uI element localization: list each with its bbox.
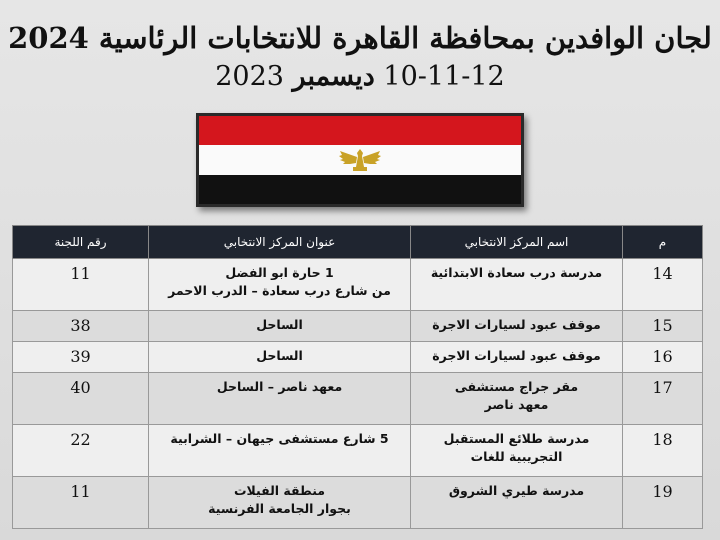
cell-center-address	[149, 311, 411, 342]
dates-month: ديسمبر	[292, 61, 375, 92]
address-line: منطقة الفيلات	[233, 483, 326, 498]
cell-committee-number: 39	[13, 342, 149, 373]
center-name-line: مقر جراج مستشفى	[454, 379, 579, 394]
egypt-flag	[196, 113, 524, 207]
center-name-line: موقف عبود لسيارات الاجرة	[432, 317, 601, 332]
cell-center-address	[149, 477, 411, 529]
flag-black-band	[199, 175, 521, 204]
column-header-center-address: عنوان المركز الانتخابي	[149, 226, 411, 259]
cell-committee-number: 40	[13, 373, 149, 425]
cell-number: 18	[623, 425, 703, 477]
column-header-center-name: اسم المركز الانتخابي	[411, 226, 623, 259]
cell-center-name	[411, 311, 623, 342]
column-header-number: م	[623, 226, 703, 259]
address-line: 5 شارع مستشفى جيهان – الشرابية	[170, 431, 389, 446]
table-row	[13, 477, 703, 529]
table-row	[13, 342, 703, 373]
cell-committee-number: 38	[13, 311, 149, 342]
dates-days: 10-11-12	[383, 61, 505, 92]
cell-number: 19	[623, 477, 703, 529]
center-name-line: مدرسة طلائع المستقبل	[443, 431, 590, 446]
table-row	[13, 311, 703, 342]
center-name-line: مدرسة درب سعادة الابتدائية	[430, 265, 603, 280]
cell-committee-number: 22	[13, 425, 149, 477]
center-name-line: معهد ناصر	[484, 397, 549, 412]
cell-center-address	[149, 259, 411, 311]
address-line: الساحل	[256, 317, 303, 332]
flag-red-band	[199, 116, 521, 145]
cell-committee-number: 11	[13, 259, 149, 311]
election-dates	[0, 60, 720, 94]
flag-white-band	[199, 145, 521, 174]
address-line: الساحل	[256, 348, 303, 363]
center-name-line: مدرسة طيري الشروق	[448, 483, 585, 498]
cell-number: 14	[623, 259, 703, 311]
cell-center-address	[149, 342, 411, 373]
cell-center-name	[411, 259, 623, 311]
address-line: بجوار الجامعة الفرنسية	[208, 501, 351, 516]
cell-center-name	[411, 342, 623, 373]
cell-number: 17	[623, 373, 703, 425]
cell-committee-number: 11	[13, 477, 149, 529]
column-header-committee-number: رقم اللجنة	[13, 226, 149, 259]
committees-table	[12, 225, 703, 529]
dates-year: 2023	[215, 61, 284, 92]
cell-center-name	[411, 477, 623, 529]
cell-number: 16	[623, 342, 703, 373]
table-row	[13, 259, 703, 311]
cell-center-address	[149, 373, 411, 425]
table-row	[13, 373, 703, 425]
cell-center-name	[411, 373, 623, 425]
table-header-row	[13, 226, 703, 259]
cell-center-address	[149, 425, 411, 477]
cell-center-name	[411, 425, 623, 477]
eagle-of-saladin-icon	[338, 147, 382, 173]
address-line: من شارع درب سعادة – الدرب الاحمر	[168, 283, 391, 298]
cell-number: 15	[623, 311, 703, 342]
address-line: 1 حارة ابو الفضل	[225, 265, 334, 280]
address-line: معهد ناصر – الساحل	[216, 379, 343, 394]
page-title: لجان الوافدين بمحافظة القاهرة للانتخابات الرئاسية 2024	[8, 21, 712, 55]
table-row	[13, 425, 703, 477]
center-name-line: موقف عبود لسيارات الاجرة	[432, 348, 601, 363]
center-name-line: التجريبية للغات	[470, 449, 563, 464]
